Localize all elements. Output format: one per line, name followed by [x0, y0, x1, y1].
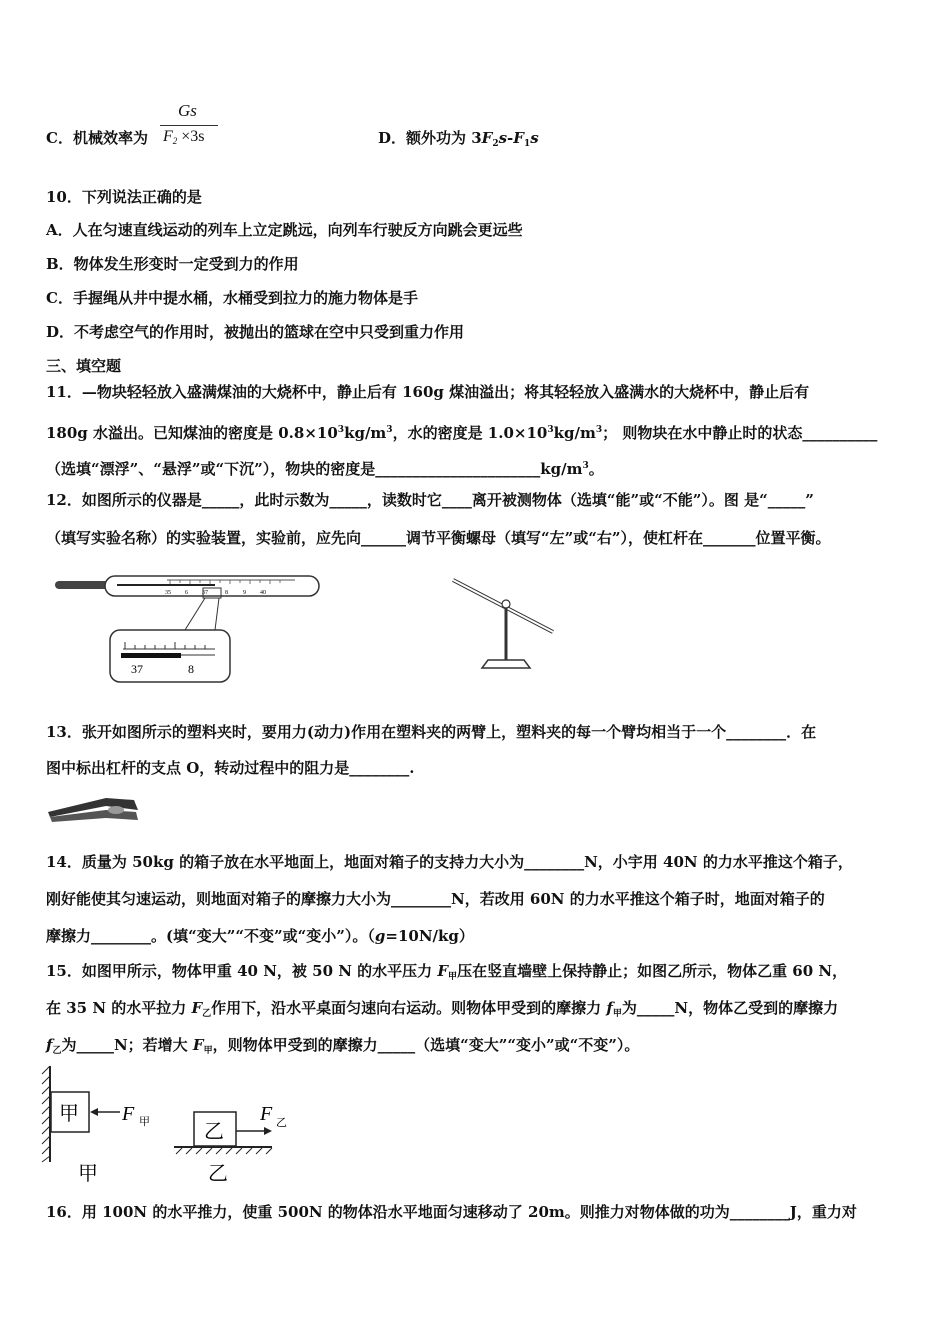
q10-option-c: C．手握绳从井中提水桶，水桶受到拉力的施力物体是手 — [46, 289, 418, 307]
q15-line3: $f_乙$为_____N；若增大 $F_甲$，则物体甲受到的摩擦力_____（选填“变大”“变小”或“不变”）。 — [46, 1036, 640, 1056]
clip-spring — [108, 806, 124, 814]
inset-label-left: 37 — [131, 662, 143, 676]
lever-balance-figure — [448, 570, 560, 672]
block-yi-label: 乙 — [204, 1121, 224, 1143]
caption-yi: 乙 — [208, 1163, 228, 1185]
q9-option-c — [46, 128, 148, 148]
q12-line2: （填写实验名称）的实验装置，实验前，应先向______调节平衡螺母（填写“左”或“右”），使杠杆在_______位置平衡。 — [46, 529, 831, 547]
inset-mercury — [121, 653, 181, 658]
q16-line1: 16．用 100N 的水平推力，使重 500N 的物体沿水平地面匀速移动了 20m。则推力对物体做的功为________J，重力对 — [46, 1203, 857, 1221]
q14-line3: 摩擦力________。(填“变大”“不变”或“变小”）。（g=10N/kg） — [46, 927, 474, 945]
force-jia-label: F — [122, 1103, 135, 1125]
q10-option-a: A．人在匀速直线运动的列车上立定跳远，向列车行驶反方向跳会更远些 — [46, 221, 523, 239]
q14-line2: 刚好能使其匀速运动，则地面对箱子的摩擦力大小为________N，若改用 60N 的力水平推这个箱子时，地面对箱子的 — [46, 890, 825, 908]
force-yi-label: F — [260, 1103, 273, 1125]
q13-line1: 13．张开如图所示的塑料夹时，要用力(动力)作用在塑料夹的两臂上，塑料夹的每一个臂均相当于一个________．在 — [46, 723, 817, 741]
force-yi-subscript: 乙 — [276, 1117, 287, 1129]
fraction-bar — [160, 125, 218, 126]
stand-base — [482, 660, 530, 668]
section-heading: 三、填空题 — [46, 357, 122, 375]
q15-line2: 在 35 N 的水平拉力 $F_乙$作用下，沿水平桌面匀速向右运动。则物体甲受到的摩擦力 $f_甲$为_____N，物体乙受到的摩擦力 — [46, 999, 839, 1019]
q9-c-numerator: Gs — [178, 101, 197, 120]
pivot — [502, 600, 510, 608]
force-jia-subscript: 甲 — [139, 1116, 150, 1128]
caption-jia: 甲 — [78, 1163, 98, 1185]
q15-line1: 15．如图甲所示，物体甲重 40 N，被 50 N 的水平压力 $F_甲$压在竖直墙壁上保持静止；如图乙所示，物体乙重 60 N， — [46, 962, 848, 982]
clinical-thermometer-figure — [55, 572, 325, 687]
inset-label-right: 8 — [188, 662, 194, 676]
figure-jia — [40, 1064, 170, 1188]
scale-label: 35 — [165, 590, 171, 596]
scale-label: 37 — [202, 590, 208, 596]
q11-line1: 11．—物块轻轻放入盛满煤油的大烧杯中，静止后有 160g 煤油溢出；将其轻轻放入盛满水的大烧杯中，静止后有 — [46, 383, 810, 401]
scale-label: 8 — [225, 590, 228, 596]
q12-line1: 12．如图所示的仪器是_____，此时示数为_____，读数时它____离开被测物体（选填“能”或“不能”）。图 是“_____” — [46, 491, 814, 509]
q11-line3: （选填“漂浮”、“悬浮”或“下沉”），物块的密度是$\_\_\_\_\_\_\_\_\_\_\_\_\_\_\_\_\_\_\_\_\_\_kg/m^3$。 — [46, 460, 604, 478]
block-jia-label: 甲 — [59, 1103, 79, 1125]
zoom-line — [215, 598, 219, 630]
q9-c-denominator: $F_2 \times 3s$ — [163, 128, 205, 146]
q10-stem: 10．下列说法正确的是 — [46, 188, 202, 206]
scale-label: 40 — [260, 590, 266, 596]
q9-c-label: C．机械效率为 — [46, 129, 148, 147]
plastic-clip-figure — [46, 790, 142, 824]
q10-option-b: B．物体发生形变时一定受到力的作用 — [46, 255, 299, 273]
q9-option-d: D．额外功为 $3F_2s-F_1s$ — [378, 129, 539, 149]
scale-label: 6 — [185, 590, 188, 596]
q10-option-d: D．不考虑空气的作用时，被抛出的篮球在空中只受到重力作用 — [46, 323, 465, 341]
q11-line2: 180g 水溢出。已知煤油的密度是 $0.8\times 10^3kg/m^3$，水的密度是 $1.0\times 10^3kg/m^3$； 则物块在水中静止时的状态__________ — [46, 424, 878, 442]
q13-line2: 图中标出杠杆的支点 O，转动过程中的阻力是________. — [46, 759, 415, 777]
zoom-line — [185, 598, 205, 630]
scale-label: 9 — [243, 590, 246, 596]
q14-line1: 14．质量为 50kg 的箱子放在水平地面上，地面对箱子的支持力大小为________N，小宇用 40N 的力水平推这个箱子， — [46, 853, 853, 871]
figure-yi — [168, 1098, 298, 1190]
